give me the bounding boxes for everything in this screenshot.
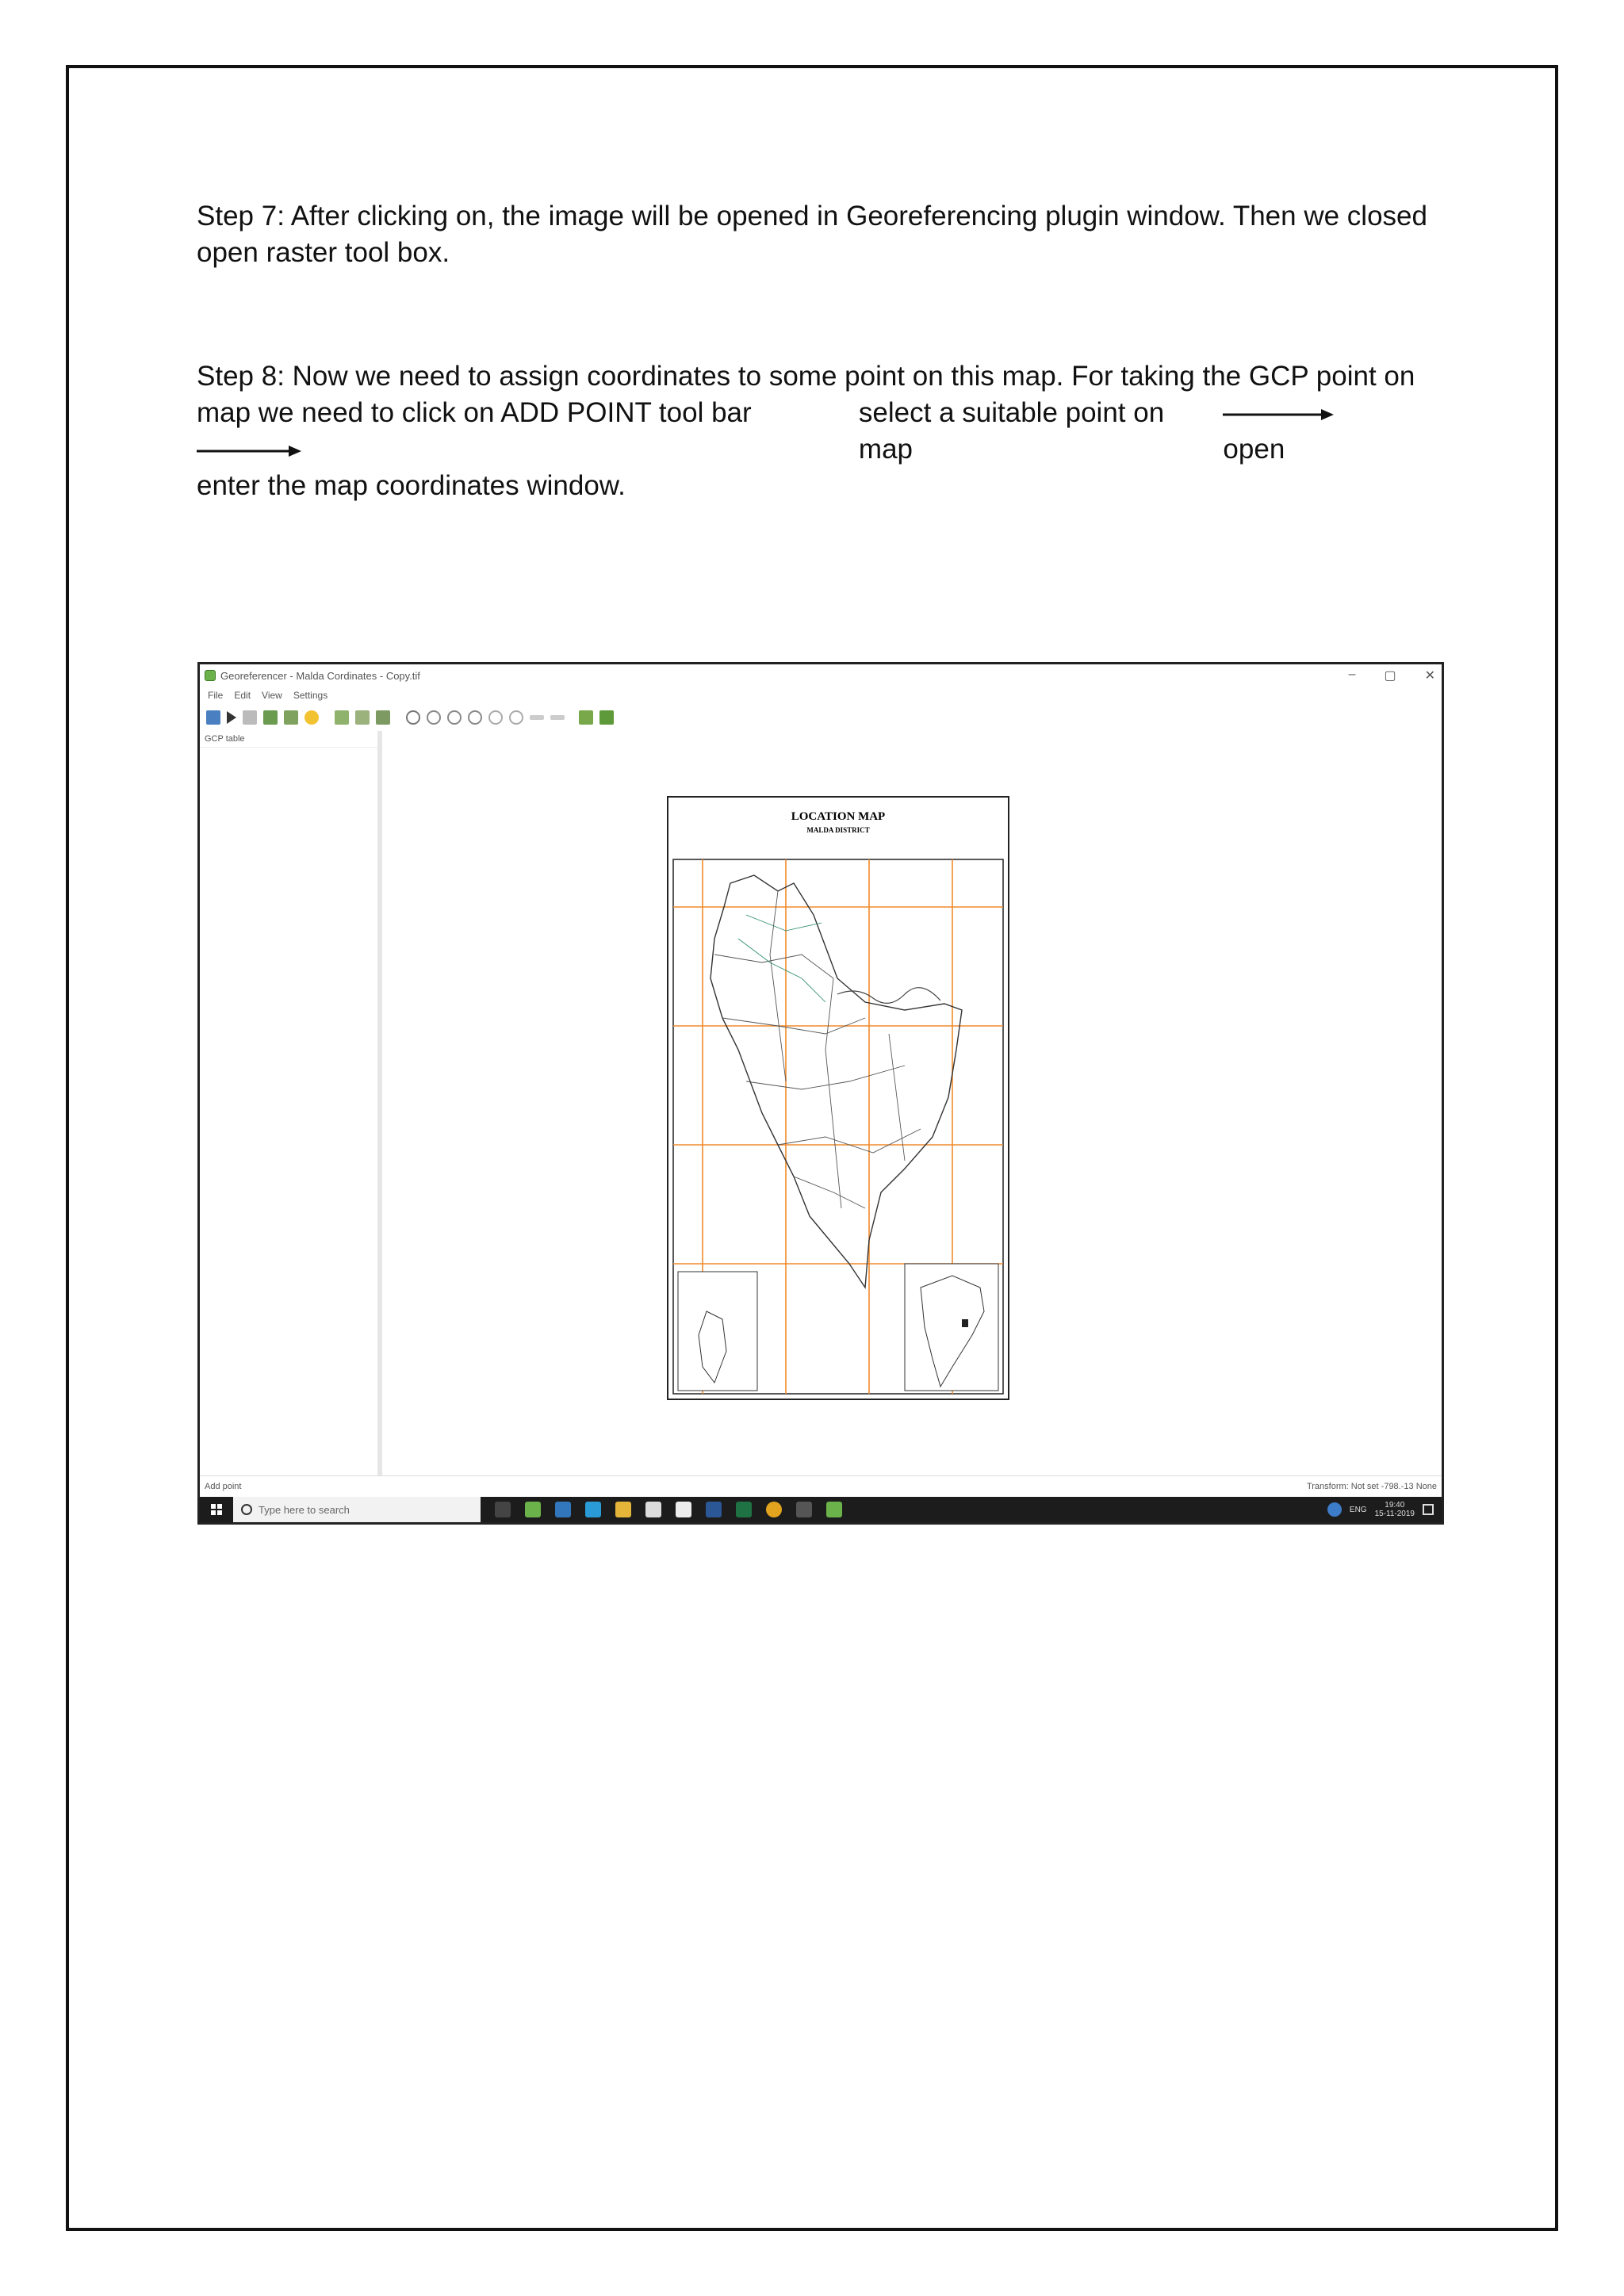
step8-line2-a: map we need to click on ADD POINT tool bar <box>197 395 859 468</box>
windows-taskbar <box>200 1497 1442 1522</box>
zoom-last-icon[interactable] <box>488 710 503 725</box>
zoom-out-icon[interactable] <box>447 710 462 725</box>
task-view-icon[interactable] <box>495 1502 511 1517</box>
search-placeholder: Type here to search <box>259 1503 350 1516</box>
add-point-icon[interactable] <box>335 710 349 725</box>
map-title: LOCATION MAP <box>791 810 886 823</box>
store-icon[interactable] <box>645 1502 661 1517</box>
georeferencer-screenshot <box>197 662 1444 1525</box>
save-gcp-icon[interactable] <box>284 710 298 725</box>
tray-clock[interactable] <box>1375 1501 1415 1518</box>
qgis-logo-icon <box>205 670 216 681</box>
inset-india-map <box>905 1264 998 1391</box>
windows-start-icon[interactable] <box>211 1504 222 1515</box>
open-raster-icon[interactable] <box>206 710 220 725</box>
window-title: Georeferencer - Malda Cordinates - Copy.tif <box>220 669 420 682</box>
zoom-in-icon[interactable] <box>427 710 441 725</box>
map-canvas[interactable] <box>382 731 1442 1476</box>
tray-lang[interactable]: ENG <box>1349 1505 1367 1514</box>
gcp-table-panel <box>200 731 382 1476</box>
file-explorer-icon[interactable] <box>615 1502 631 1517</box>
toolbar <box>200 704 1442 732</box>
status-right: Transform: Not set -798.-13 None <box>1306 1482 1437 1491</box>
qgis-taskbar-icon-2[interactable] <box>826 1502 842 1517</box>
settings-icon[interactable] <box>304 710 319 725</box>
window-controls <box>1349 668 1435 683</box>
zoom-next-icon[interactable] <box>509 710 523 725</box>
start-georef-icon[interactable] <box>227 711 236 724</box>
tray-date: 15-11-2019 <box>1374 1510 1415 1518</box>
close-button[interactable]: ✕ <box>1424 669 1435 683</box>
excel-icon[interactable] <box>736 1502 752 1517</box>
step8-line3: enter the map coordinates window. <box>197 470 626 501</box>
arrow-right-icon <box>1223 407 1334 423</box>
notification-icon[interactable] <box>1423 1504 1434 1515</box>
mail-icon[interactable] <box>676 1502 691 1517</box>
system-tray <box>1327 1501 1442 1518</box>
step8-line2-b: select a suitable point on map <box>858 397 1165 465</box>
status-bar <box>200 1475 1442 1497</box>
delete-point-icon[interactable] <box>355 710 370 725</box>
taskbar-search[interactable] <box>233 1497 481 1522</box>
gcp-icon[interactable] <box>243 710 257 725</box>
gcp-table-title: GCP table <box>200 731 377 748</box>
pan-icon[interactable] <box>406 710 420 725</box>
step8-paragraph <box>197 358 1431 504</box>
menu-file[interactable]: File <box>208 690 224 701</box>
menu-view[interactable]: View <box>262 690 282 701</box>
step7-paragraph <box>197 198 1431 271</box>
menu-bar <box>200 687 1442 704</box>
app-icon[interactable] <box>585 1502 601 1517</box>
step8-line1: Step 8: Now we need to assign coordinates to some point on this map. For taking the GCP point on <box>197 361 1415 392</box>
load-gcp-icon[interactable] <box>263 710 278 725</box>
zoom-layer-icon[interactable] <box>468 710 482 725</box>
link-georef-icon[interactable] <box>530 715 544 720</box>
step8-line2-c: open <box>1223 395 1431 468</box>
word-icon[interactable] <box>706 1502 722 1517</box>
histogram-icon[interactable] <box>579 710 593 725</box>
status-left: Add point <box>205 1482 242 1491</box>
step7-line1: Step 7: After clicking on, the image will be opened in Georeferencing plugin window. Then we closed <box>197 201 1427 232</box>
histogram-stretch-icon[interactable] <box>599 710 614 725</box>
window-titlebar <box>200 664 1442 687</box>
move-point-icon[interactable] <box>376 710 390 725</box>
menu-settings[interactable]: Settings <box>293 690 328 701</box>
map-subtitle: MALDA DISTRICT <box>806 826 870 834</box>
step8-line2 <box>197 395 1431 468</box>
tray-time: 19:40 <box>1385 1501 1405 1510</box>
tray-app-icon[interactable] <box>1327 1502 1342 1517</box>
link-qgis-icon[interactable] <box>550 715 565 720</box>
inset-state-map <box>678 1272 757 1391</box>
arrow-right-icon <box>197 443 301 459</box>
maximize-button[interactable]: ▢ <box>1384 669 1396 683</box>
chrome-icon[interactable] <box>766 1502 782 1517</box>
notepad-icon[interactable] <box>796 1502 812 1517</box>
edge-icon[interactable] <box>555 1502 571 1517</box>
minimize-button[interactable]: – <box>1348 668 1356 681</box>
menu-edit[interactable]: Edit <box>234 690 251 701</box>
step7-line2: open raster tool box. <box>197 237 450 268</box>
location-map <box>667 796 1009 1400</box>
qgis-taskbar-icon[interactable] <box>525 1502 541 1517</box>
cortana-icon <box>241 1504 252 1515</box>
